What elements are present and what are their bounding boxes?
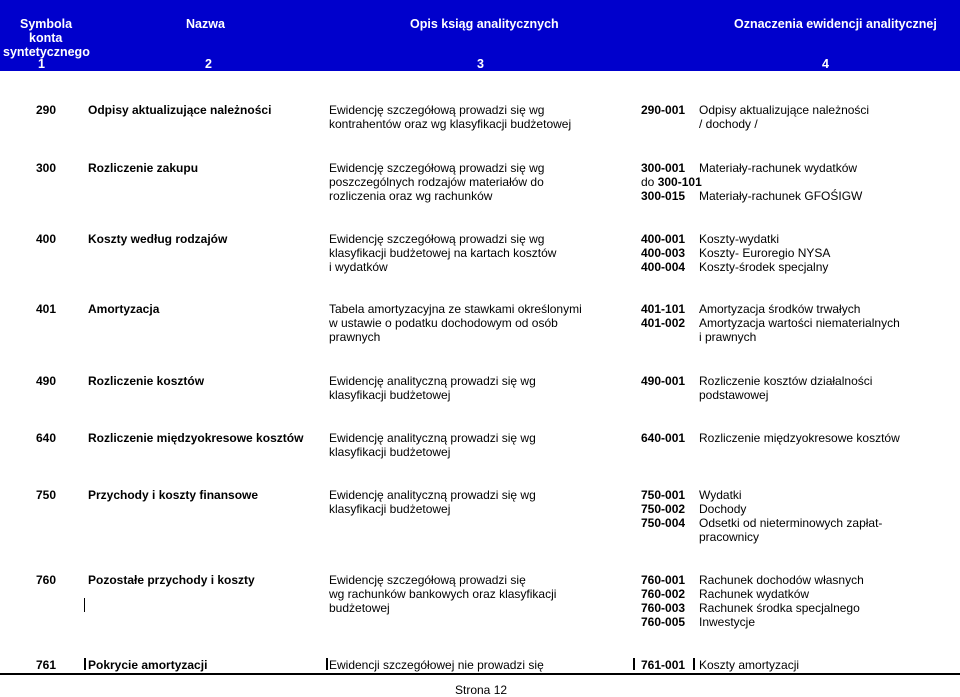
row-name: Pozostałe przychody i koszty	[88, 573, 255, 587]
header-num-2: 2	[205, 57, 212, 71]
header-num-4: 4	[822, 57, 829, 71]
header-symbol-line-3: syntetycznego	[3, 45, 90, 59]
row-codes: 490-001	[641, 374, 686, 388]
row-codes: 761-001	[641, 658, 686, 672]
row-symbol: 760	[36, 573, 57, 587]
row-designations: Rozliczenie kosztów działalności podstawowej	[699, 374, 873, 402]
header-num-1: 1	[38, 57, 45, 71]
row-designations: Rachunek dochodów własnych Rachunek wydatków Rachunek środka specjalnego Inwestycje	[699, 573, 864, 629]
row-name: Odpisy aktualizujące należności	[88, 103, 272, 117]
row-codes: 760-001 760-002 760-003 760-005	[641, 573, 686, 629]
row-symbol: 640	[36, 431, 57, 445]
row-description: Ewidencję szczegółową prowadzi się wg poszczególnych rodzajów materiałów do rozliczenia oraz wg rachunków	[329, 161, 545, 203]
row-description: Ewidencję szczegółową prowadzi się wg kontrahentów oraz wg klasyfikacji budżetowej	[329, 103, 572, 131]
header-num-3: 3	[477, 57, 484, 71]
row-codes: 640-001	[641, 431, 686, 445]
row-designations: Rozliczenie międzyokresowe kosztów	[699, 431, 900, 445]
row-description: Tabela amortyzacyjna ze stawkami określonymi w ustawie o podatku dochodowym od osób prawnych	[329, 302, 582, 344]
table-bottom-rule	[0, 673, 960, 675]
row-description: Ewidencję analityczną prowadzi się wg klasyfikacji budżetowej	[329, 374, 536, 402]
row-name: Koszty według rodzajów	[88, 232, 228, 246]
row-designations: Odpisy aktualizujące należności / dochody /	[699, 103, 870, 131]
row-divider-line	[326, 658, 328, 670]
row-divider-line	[633, 658, 635, 670]
header-name: Nazwa	[186, 17, 225, 31]
code-prefix: do	[641, 175, 655, 189]
header-symbol-line-1: Symbola	[20, 17, 73, 31]
row-symbol: 761	[36, 658, 57, 672]
row-symbol: 401	[36, 302, 57, 316]
row-designations: Amortyzacja środków trwałych Amortyzacja wartości niematerialnych i prawnych	[699, 302, 900, 344]
header-designations: Oznaczenia ewidencji analitycznej	[734, 17, 937, 31]
row-designations: Koszty-wydatki Koszty- Euroregio NYSA Koszty-środek specjalny	[699, 232, 831, 274]
row-name: Pokrycie amortyzacji	[88, 658, 208, 672]
row-description: Ewidencję szczegółową prowadzi się wg klasyfikacji budżetowej na kartach kosztów i wydatków	[329, 232, 557, 274]
row-codes: 290-001	[641, 103, 686, 117]
page-number: Strona 12	[455, 683, 508, 697]
row-codes: 300-001 do 300-101 300-015	[641, 161, 702, 203]
row-description: Ewidencję analityczną prowadzi się wg klasyfikacji budżetowej	[329, 488, 536, 516]
row-name: Rozliczenie międzyokresowe kosztów	[88, 431, 304, 445]
row-codes: 400-001 400-003 400-004	[641, 232, 686, 274]
row-description: Ewidencję analityczną prowadzi się wg klasyfikacji budżetowej	[329, 431, 536, 459]
header-description: Opis ksiąg analitycznych	[410, 17, 559, 31]
row-name: Amortyzacja	[88, 302, 160, 316]
row-divider-line	[84, 658, 86, 670]
row-codes: 401-101 401-002	[641, 302, 686, 330]
row-designations: Wydatki Dochody Odsetki od nieterminowych zapłat- pracownicy	[699, 488, 883, 544]
left-margin-tick	[84, 598, 85, 612]
row-divider-line	[693, 658, 695, 670]
row-designations: Materiały-rachunek wydatków Materiały-rachunek GFOŚIGW	[699, 161, 863, 203]
row-symbol: 300	[36, 161, 57, 175]
row-name: Rozliczenie kosztów	[88, 374, 205, 388]
row-designations: Koszty amortyzacji	[699, 658, 800, 672]
table-header	[0, 0, 960, 71]
row-name: Rozliczenie zakupu	[88, 161, 199, 175]
row-symbol: 750	[36, 488, 57, 502]
row-symbol: 400	[36, 232, 57, 246]
row-codes: 750-001 750-002 750-004	[641, 488, 686, 530]
row-name: Przychody i koszty finansowe	[88, 488, 259, 502]
row-symbol: 490	[36, 374, 57, 388]
row-description: Ewidencję szczegółową prowadzi się wg rachunków bankowych oraz klasyfikacji budżetowej	[329, 573, 557, 615]
row-description: Ewidencji szczegółowej nie prowadzi się	[329, 658, 544, 672]
row-symbol: 290	[36, 103, 57, 117]
header-symbol-line-2: konta	[29, 31, 63, 45]
